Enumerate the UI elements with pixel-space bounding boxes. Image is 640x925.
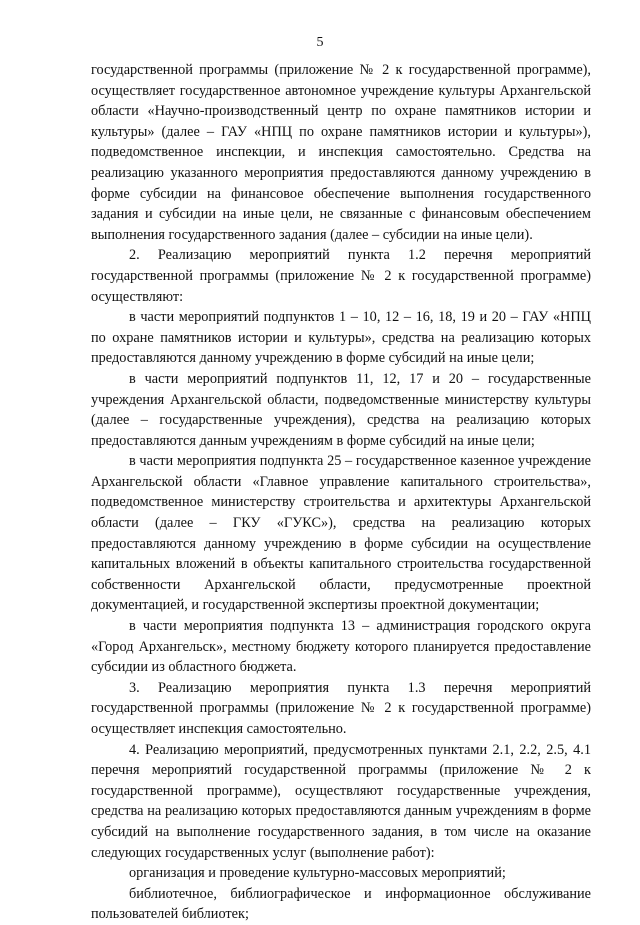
- paragraph: 2. Реализацию мероприятий пункта 1.2 перечня мероприятий государственной программы (приложение № 2 к государственной программе) осуществляют:: [91, 247, 591, 305]
- paragraph: 3. Реализацию мероприятия пункта 1.3 перечня мероприятий государственной программы (приложение № 2 к государственной программе) осуществляет инспекция самостоятельно.: [91, 679, 591, 737]
- paragraph: государственной программы (приложение № 2 к государственной программе), осуществляет государственное автономное учреждение культуры Архангельской области «Научно-производственный центр по охране памятников истории и культуры» (далее – ГАУ «НПЦ по охране памятников истории и культуры»), подведомственное инспекции, и инспекция самостоятельно. Средства на реализацию указанного мероприятия предоставляются данному учреждению в форме субсидии на финансовое обеспечение выполнения государственного задания и субсидии на иные цели, не связанные с финансовым обеспечением выполнения государственного задания (далее – субсидии на иные цели).: [91, 62, 591, 243]
- paragraph: 4. Реализацию мероприятий, предусмотренных пунктами 2.1, 2.2, 2.5, 4.1 перечня мероприятий государственной программы (приложение № 2 к государственной программе), осуществляют государственные учреждения, средства на реализацию которых предоставляются данным учреждениям в форме субсидий на выполнение государственного задания, в том числе на оказание следующих государственных услуг (выполнение работ):: [91, 741, 591, 861]
- paragraph: библиотечное, библиографическое и информационное обслуживание пользователей библиотек;: [91, 885, 591, 923]
- paragraph: в части мероприятия подпункта 25 – государственное казенное учреждение Архангельской области «Главное управление капитального строительства», подведомственное министерству строительства и архитектуры Архангельской области (далее – ГКУ «ГУКС»), средства на реализацию которых предоставляются данному учреждению в форме субсидии на осуществление капитальных вложений в объекты капитального строительства государственной собственности Архангельской области, предусмотренные проектной документацией, и государственной экспертизы проектной документации;: [91, 453, 591, 614]
- paragraph: организация и проведение культурно-массовых мероприятий;: [129, 865, 506, 882]
- page-number: 5: [316, 35, 324, 50]
- paragraph: в части мероприятий подпунктов 1 – 10, 12 – 16, 18, 19 и 20 – ГАУ «НПЦ по охране памятников истории и культуры», средства на реализацию которых предоставляются данному учреждению в форме субсидий на иные цели;: [91, 309, 591, 367]
- paragraph: в части мероприятия подпункта 13 – администрация городского округа «Город Архангельск», местному бюджету которого планируется предоставление субсидии из областного бюджета.: [91, 618, 591, 676]
- document-body: [91, 60, 591, 925]
- paragraph: в части мероприятий подпунктов 11, 12, 17 и 20 – государственные учреждения Архангельской области, подведомственные министерству культуры (далее – государственные учреждения), средства на реализацию которых предоставляются данным учреждениям в форме субсидий на иные цели;: [91, 370, 591, 449]
